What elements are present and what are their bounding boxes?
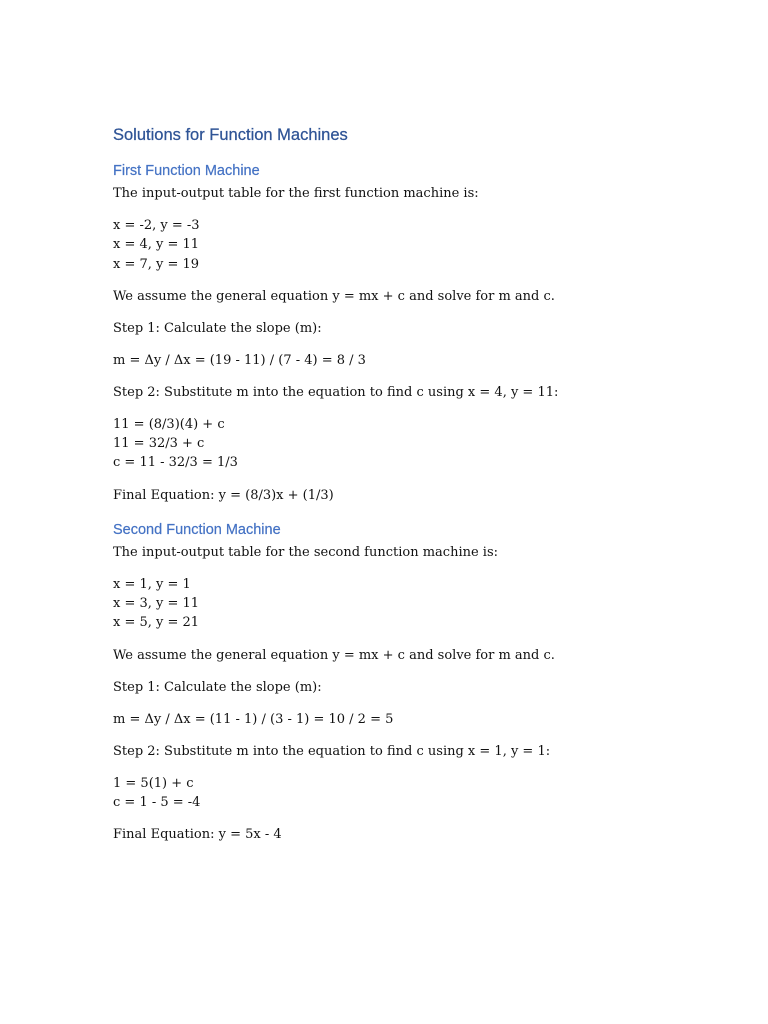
slope-equation: m = Δy / Δx = (11 - 1) / (3 - 1) = 10 / 2 = 5 <box>113 711 394 727</box>
section-second-function-machine <box>113 519 673 844</box>
calc-line: 11 = 32/3 + c <box>113 436 205 452</box>
table-line: x = 4, y = 11 <box>113 237 200 253</box>
table-line: x = 1, y = 1 <box>113 576 191 592</box>
section-intro: The input-output table for the first function machine is: <box>113 186 479 201</box>
step2-text: Step 2: Substitute m into the equation to find c using x = 4, y = 11: <box>113 384 559 400</box>
calc-line: 1 = 5(1) + c <box>113 775 194 791</box>
final-equation: Final Equation: y = 5x - 4 <box>113 827 282 843</box>
assumption-text: We assume the general equation y = mx + c and solve for m and c. <box>113 647 555 663</box>
c-calculation <box>113 774 673 813</box>
step2-text: Step 2: Substitute m into the equation to find c using x = 1, y = 1: <box>113 743 551 759</box>
final-equation: Final Equation: y = (8/3)x + (1/3) <box>113 487 334 503</box>
calc-line: 11 = (8/3)(4) + c <box>113 416 225 432</box>
input-output-table <box>113 575 673 633</box>
table-line: x = 3, y = 11 <box>113 596 200 612</box>
slope-equation: m = Δy / Δx = (19 - 11) / (7 - 4) = 8 / 3 <box>113 352 366 368</box>
step1-text: Step 1: Calculate the slope (m): <box>113 679 322 695</box>
section-first-function-machine <box>113 160 673 505</box>
table-line: x = -2, y = -3 <box>113 218 200 233</box>
c-calculation <box>113 415 673 473</box>
section-intro: The input-output table for the second function machine is: <box>113 544 499 560</box>
step1-text: Step 1: Calculate the slope (m): <box>113 320 322 336</box>
input-output-table <box>113 216 673 274</box>
calc-line: c = 11 - 32/3 = 1/3 <box>113 455 238 471</box>
assumption-text: We assume the general equation y = mx + c and solve for m and c. <box>113 288 555 304</box>
section-heading: First Function Machine <box>113 163 260 179</box>
table-line: x = 7, y = 19 <box>113 256 200 272</box>
document-title: Solutions for Function Machines <box>113 126 348 144</box>
section-heading: Second Function Machine <box>113 521 281 538</box>
table-line: x = 5, y = 21 <box>113 615 200 631</box>
calc-line: c = 1 - 5 = -4 <box>113 794 201 810</box>
document-page <box>113 124 673 857</box>
